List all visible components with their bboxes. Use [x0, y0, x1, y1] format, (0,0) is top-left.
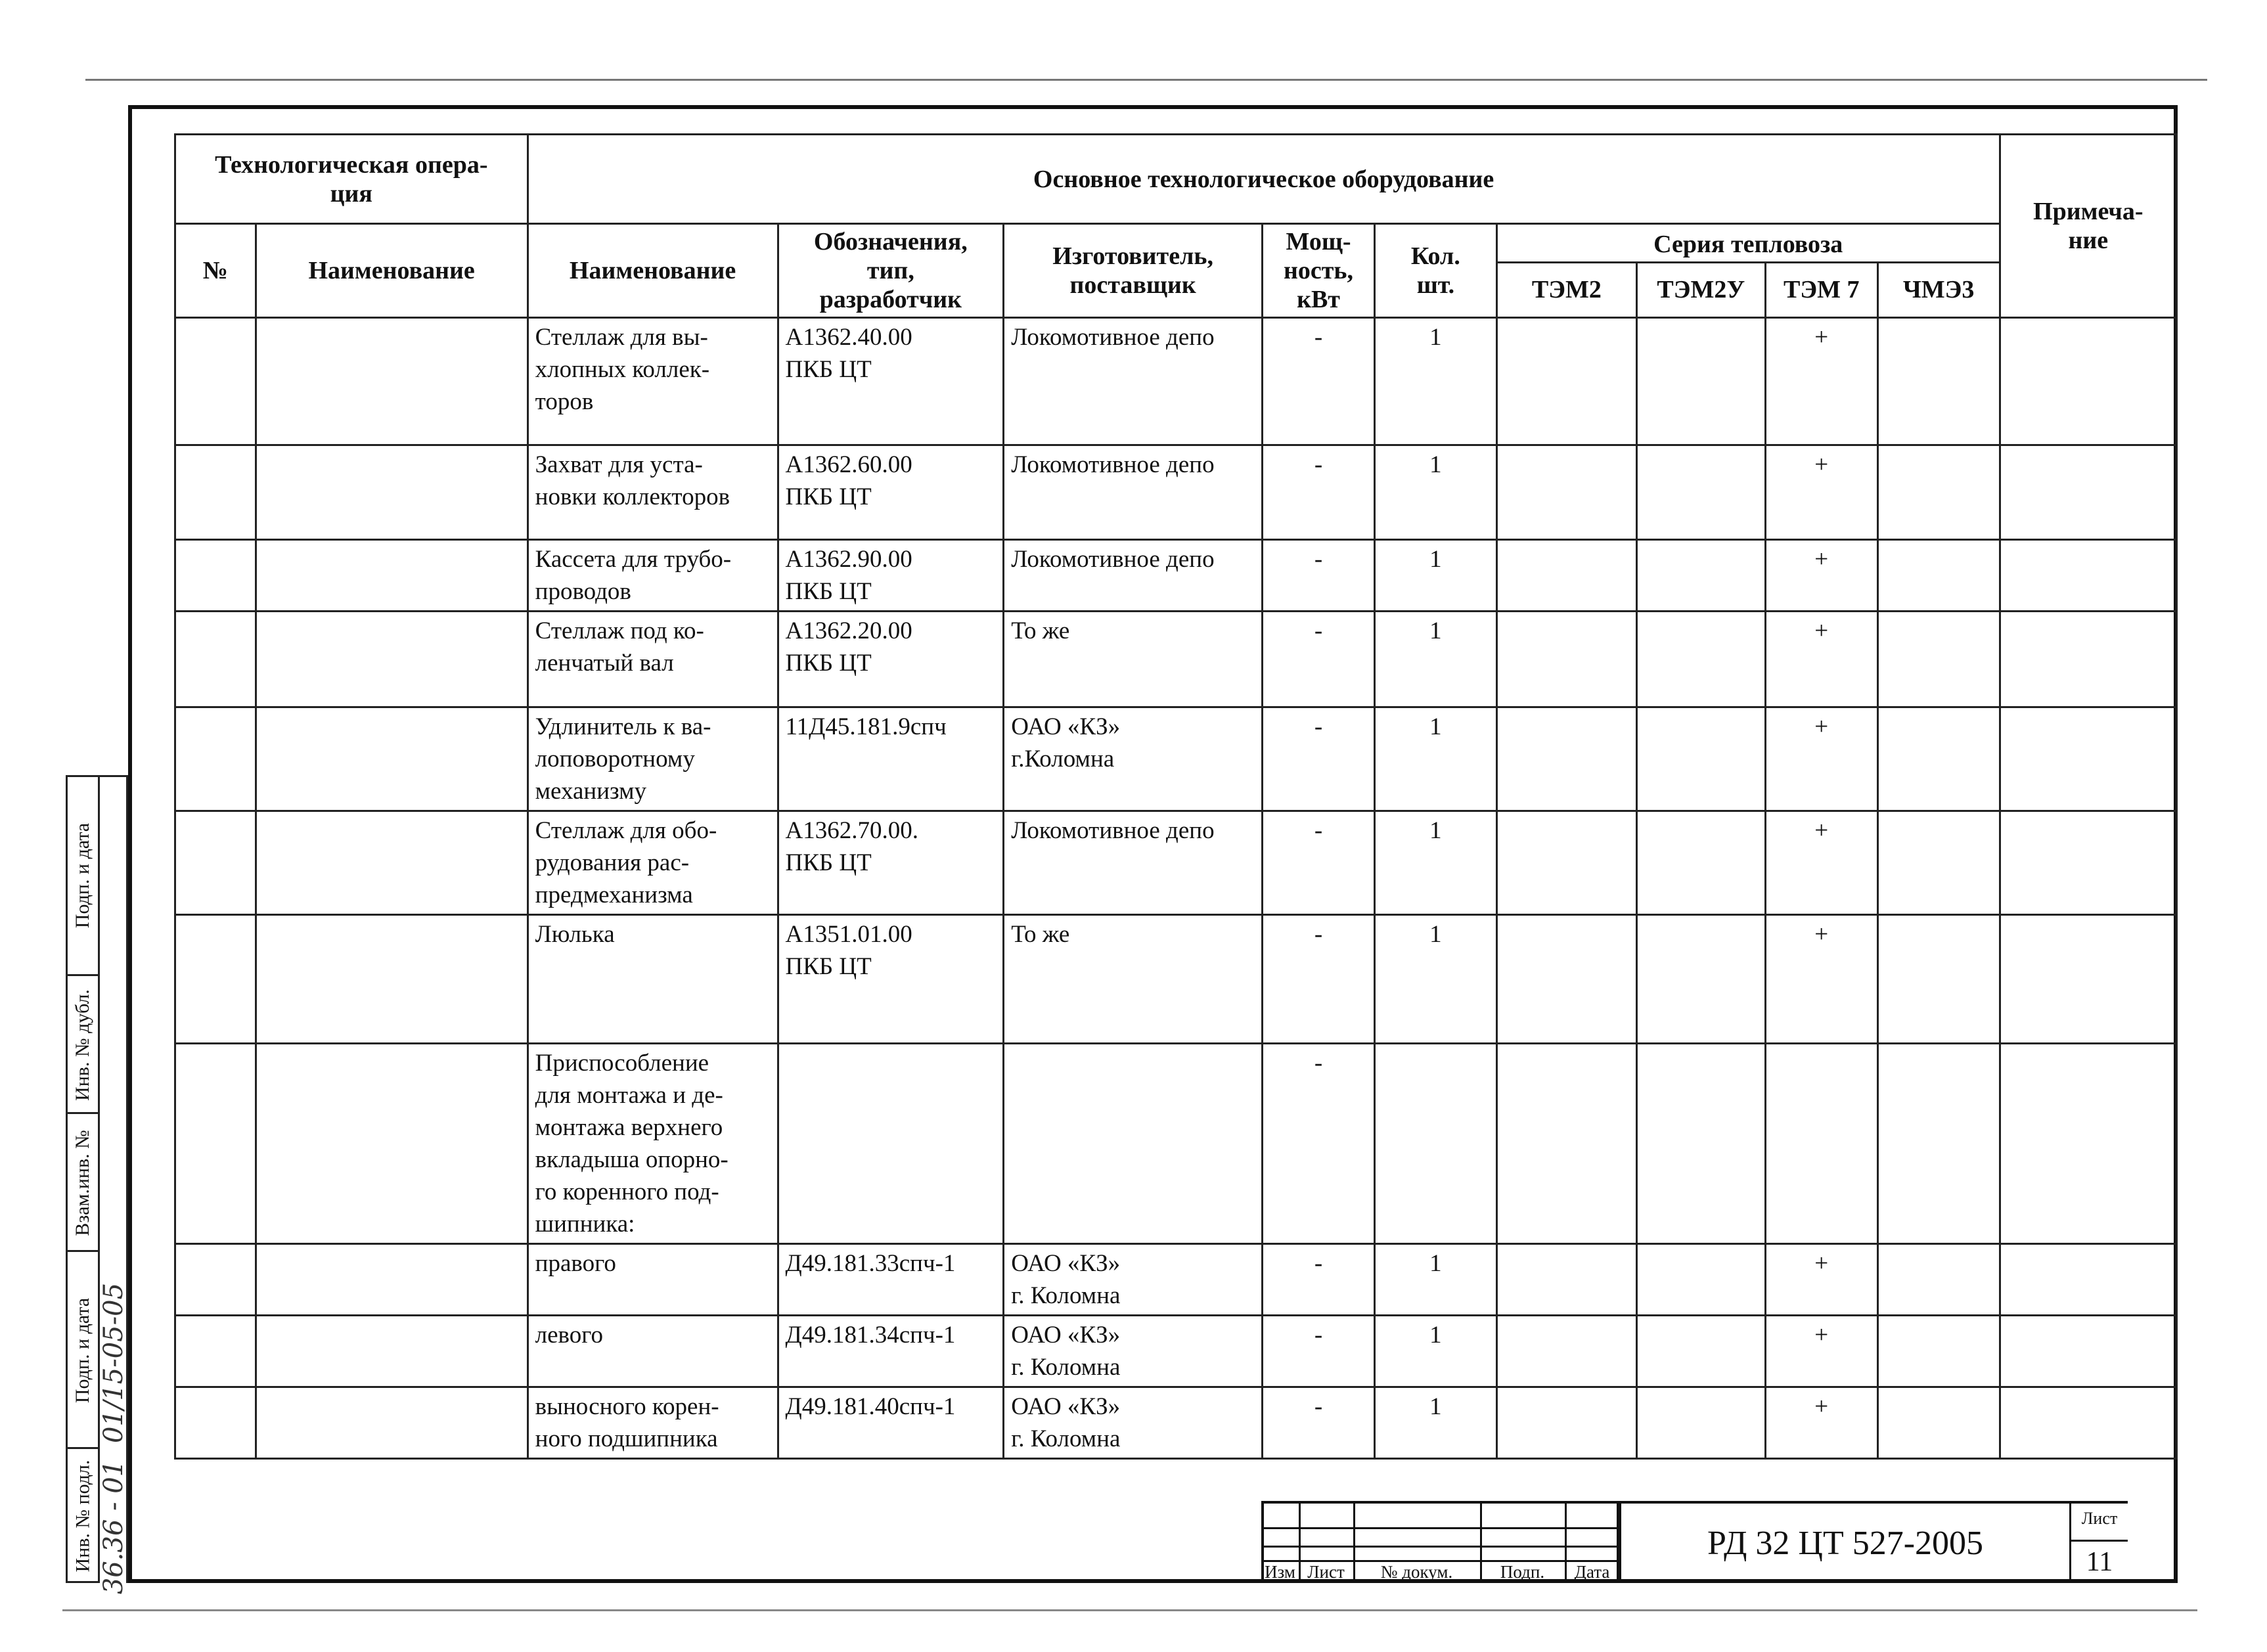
- cell-tem2: [1496, 318, 1636, 445]
- table-row: [175, 1387, 2177, 1459]
- cell-eq-name: Удлинитель к ва- лоповоротному механизму: [527, 707, 778, 811]
- cell-tem2: [1496, 811, 1636, 915]
- cell-note: [2000, 445, 2176, 540]
- header-main-equipment: Основное технологическое оборудование: [527, 135, 2000, 224]
- cell-eq-name: Захват для уста- новки коллекторов: [527, 445, 778, 540]
- header-tech-operation: Технологическая опера- ция: [175, 135, 528, 224]
- cell-chme3: [1877, 540, 2000, 612]
- handwritten-date: 01/15-05-05: [99, 1282, 129, 1444]
- document-code: РД 32 ЦТ 527-2005: [1619, 1501, 2069, 1583]
- cell-tem2: [1496, 1387, 1636, 1459]
- cell-note: [2000, 1044, 2176, 1244]
- cell-designation: 11Д45.181.9спч: [778, 707, 1004, 811]
- header-series-tem7: ТЭМ 7: [1765, 262, 1877, 317]
- cell-power: -: [1263, 707, 1375, 811]
- cell-tem2u: [1636, 1316, 1765, 1387]
- cell-op-name: [256, 915, 527, 1044]
- cell-eq-name: Стеллаж для обо- рудования рас- предмеханизма: [527, 811, 778, 915]
- header-num: №: [175, 224, 256, 318]
- cell-maker: Локомотивное депо: [1004, 540, 1263, 612]
- cell-maker: ОАО «КЗ» г. Коломна: [1004, 1244, 1263, 1316]
- header-note: Примеча- ние: [2000, 135, 2176, 318]
- cell-qty: 1: [1374, 1244, 1496, 1316]
- cell-tem2: [1496, 1044, 1636, 1244]
- cell-maker: Локомотивное депо: [1004, 811, 1263, 915]
- cell-num: [175, 318, 256, 445]
- cell-chme3: [1877, 445, 2000, 540]
- header-series-tem2: ТЭМ2: [1496, 262, 1636, 317]
- cell-note: [2000, 1316, 2176, 1387]
- header-power: Мощ- ность, кВт: [1263, 224, 1375, 318]
- cell-tem2u: [1636, 915, 1765, 1044]
- cell-maker: [1004, 1044, 1263, 1244]
- header-series-chme3: ЧМЭ3: [1877, 262, 2000, 317]
- page-trim-line-top: [85, 79, 2207, 81]
- cell-designation: Д49.181.40спч-1: [778, 1387, 1004, 1459]
- cell-eq-name: Стеллаж под ко- ленчатый вал: [527, 612, 778, 707]
- cell-qty: 1: [1374, 1387, 1496, 1459]
- cell-qty: 1: [1374, 811, 1496, 915]
- cell-tem2: [1496, 445, 1636, 540]
- page-trim-line-bottom: [62, 1609, 2197, 1611]
- cell-op-name: [256, 540, 527, 612]
- cell-op-name: [256, 612, 527, 707]
- cell-tem7: +: [1765, 707, 1877, 811]
- cell-num: [175, 1387, 256, 1459]
- equipment-table: [174, 133, 2178, 1460]
- table-row: [175, 445, 2177, 540]
- cell-note: [2000, 318, 2176, 445]
- cell-qty: 1: [1374, 612, 1496, 707]
- header-designation: Обозначения, тип, разработчик: [778, 224, 1004, 318]
- table-row: [175, 915, 2177, 1044]
- cell-tem2u: [1636, 707, 1765, 811]
- table-row: [175, 707, 2177, 811]
- cell-power: -: [1263, 1244, 1375, 1316]
- table-row: [175, 1244, 2177, 1316]
- cell-tem2u: [1636, 540, 1765, 612]
- cell-tem2: [1496, 1244, 1636, 1316]
- cell-power: -: [1263, 1387, 1375, 1459]
- cell-power: -: [1263, 445, 1375, 540]
- cell-designation: А1362.20.00 ПКБ ЦТ: [778, 612, 1004, 707]
- cell-tem2: [1496, 1316, 1636, 1387]
- side-label-sign-date-top: Подп. и дата: [72, 822, 93, 929]
- cell-qty: 1: [1374, 915, 1496, 1044]
- cell-designation: Д49.181.33спч-1: [778, 1244, 1004, 1316]
- title-label-doc: № докум.: [1380, 1562, 1453, 1582]
- cell-op-name: [256, 1244, 527, 1316]
- cell-qty: [1374, 1044, 1496, 1244]
- table-row: [175, 811, 2177, 915]
- cell-op-name: [256, 445, 527, 540]
- cell-qty: 1: [1374, 445, 1496, 540]
- sheet-box: [2069, 1501, 2128, 1583]
- cell-power: -: [1263, 811, 1375, 915]
- cell-eq-name: выносного корен- ного подшипника: [527, 1387, 778, 1459]
- cell-chme3: [1877, 318, 2000, 445]
- cell-eq-name: левого: [527, 1316, 778, 1387]
- cell-num: [175, 915, 256, 1044]
- cell-tem7: +: [1765, 612, 1877, 707]
- cell-maker: ОАО «КЗ» г. Коломна: [1004, 1387, 1263, 1459]
- cell-note: [2000, 1244, 2176, 1316]
- cell-chme3: [1877, 811, 2000, 915]
- cell-power: -: [1263, 318, 1375, 445]
- cell-maker: ОАО «КЗ» г.Коломна: [1004, 707, 1263, 811]
- cell-chme3: [1877, 612, 2000, 707]
- cell-eq-name: правого: [527, 1244, 778, 1316]
- cell-tem7: +: [1765, 445, 1877, 540]
- title-label-izm: Изм: [1265, 1562, 1295, 1582]
- cell-eq-name: Кассета для трубо- проводов: [527, 540, 778, 612]
- header-op-name: Наименование: [256, 224, 527, 318]
- cell-designation: Д49.181.34спч-1: [778, 1316, 1004, 1387]
- title-block: [1261, 1501, 2178, 1583]
- cell-note: [2000, 811, 2176, 915]
- side-label-sign-date: Подп. и дата: [68, 1250, 98, 1449]
- cell-tem7: +: [1765, 540, 1877, 612]
- cell-designation: А1362.70.00. ПКБ ЦТ: [778, 811, 1004, 915]
- cell-qty: 1: [1374, 1316, 1496, 1387]
- cell-chme3: [1877, 1316, 2000, 1387]
- cell-chme3: [1877, 915, 2000, 1044]
- cell-op-name: [256, 811, 527, 915]
- title-label-sign: Подп.: [1500, 1562, 1545, 1582]
- cell-designation: [778, 1044, 1004, 1244]
- cell-eq-name: Люлька: [527, 915, 778, 1044]
- cell-tem2: [1496, 540, 1636, 612]
- cell-eq-name: Приспособление для монтажа и де- монтажа верхнего вкладыша опорно- го коренного под- шипника:: [527, 1044, 778, 1244]
- cell-chme3: [1877, 1387, 2000, 1459]
- table-row: [175, 612, 2177, 707]
- cell-tem7: +: [1765, 1244, 1877, 1316]
- cell-tem2u: [1636, 612, 1765, 707]
- cell-op-name: [256, 1387, 527, 1459]
- cell-qty: 1: [1374, 540, 1496, 612]
- cell-power: -: [1263, 540, 1375, 612]
- title-label-date: Дата: [1574, 1562, 1610, 1582]
- handwritten-inv-number: 36.36 - 01: [99, 1460, 129, 1595]
- header-eq-name: Наименование: [527, 224, 778, 318]
- cell-maker: Локомотивное депо: [1004, 318, 1263, 445]
- header-maker: Изготовитель, поставщик: [1004, 224, 1263, 318]
- table-row: [175, 1316, 2177, 1387]
- cell-tem2u: [1636, 1387, 1765, 1459]
- cell-tem2u: [1636, 318, 1765, 445]
- cell-maker: Локомотивное депо: [1004, 445, 1263, 540]
- cell-tem7: +: [1765, 318, 1877, 445]
- sheet-number: 11: [2086, 1547, 2113, 1577]
- cell-tem2u: [1636, 1044, 1765, 1244]
- table-row: [175, 318, 2177, 445]
- cell-tem2: [1496, 915, 1636, 1044]
- cell-op-name: [256, 1316, 527, 1387]
- cell-designation: А1362.40.00 ПКБ ЦТ: [778, 318, 1004, 445]
- cell-note: [2000, 1387, 2176, 1459]
- cell-tem7: +: [1765, 1316, 1877, 1387]
- table-row: [175, 1044, 2177, 1244]
- cell-designation: А1351.01.00 ПКБ ЦТ: [778, 915, 1004, 1044]
- cell-num: [175, 1244, 256, 1316]
- cell-power: -: [1263, 1316, 1375, 1387]
- cell-tem7: [1765, 1044, 1877, 1244]
- side-label-dup-inv: Инв. № дубл.: [68, 974, 98, 1114]
- cell-num: [175, 1316, 256, 1387]
- cell-qty: 1: [1374, 707, 1496, 811]
- cell-num: [175, 811, 256, 915]
- cell-maker: То же: [1004, 612, 1263, 707]
- cell-tem7: +: [1765, 1387, 1877, 1459]
- sheet-label: Лист: [2081, 1509, 2118, 1528]
- cell-op-name: [256, 318, 527, 445]
- cell-maker: То же: [1004, 915, 1263, 1044]
- cell-note: [2000, 540, 2176, 612]
- cell-tem2u: [1636, 445, 1765, 540]
- header-series: Серия тепловоза: [1496, 224, 2000, 263]
- table-row: [175, 540, 2177, 612]
- cell-op-name: [256, 1044, 527, 1244]
- cell-num: [175, 1044, 256, 1244]
- cell-note: [2000, 915, 2176, 1044]
- cell-qty: 1: [1374, 318, 1496, 445]
- cell-tem2: [1496, 612, 1636, 707]
- cell-chme3: [1877, 1044, 2000, 1244]
- header-qty: Кол. шт.: [1374, 224, 1496, 318]
- cell-chme3: [1877, 1244, 2000, 1316]
- cell-op-name: [256, 707, 527, 811]
- header-series-tem2u: ТЭМ2У: [1636, 262, 1765, 317]
- side-stamp: [66, 775, 100, 1583]
- cell-designation: А1362.60.00 ПКБ ЦТ: [778, 445, 1004, 540]
- cell-tem2u: [1636, 811, 1765, 915]
- cell-tem2u: [1636, 1244, 1765, 1316]
- cell-tem7: +: [1765, 915, 1877, 1044]
- cell-designation: А1362.90.00 ПКБ ЦТ: [778, 540, 1004, 612]
- cell-maker: ОАО «КЗ» г. Коломна: [1004, 1316, 1263, 1387]
- cell-tem7: +: [1765, 811, 1877, 915]
- side-label-replace-inv: Взам.инв. №: [68, 1112, 98, 1252]
- cell-num: [175, 540, 256, 612]
- cell-chme3: [1877, 707, 2000, 811]
- cell-power: -: [1263, 915, 1375, 1044]
- side-label-inv-orig: Инв. № подл.: [68, 1447, 98, 1583]
- cell-power: -: [1263, 1044, 1375, 1244]
- cell-tem2: [1496, 707, 1636, 811]
- cell-note: [2000, 612, 2176, 707]
- cell-note: [2000, 707, 2176, 811]
- cell-num: [175, 707, 256, 811]
- cell-eq-name: Стеллаж для вы- хлопных коллек- торов: [527, 318, 778, 445]
- cell-power: -: [1263, 612, 1375, 707]
- title-label-list: Лист: [1307, 1562, 1345, 1582]
- cell-num: [175, 445, 256, 540]
- cell-num: [175, 612, 256, 707]
